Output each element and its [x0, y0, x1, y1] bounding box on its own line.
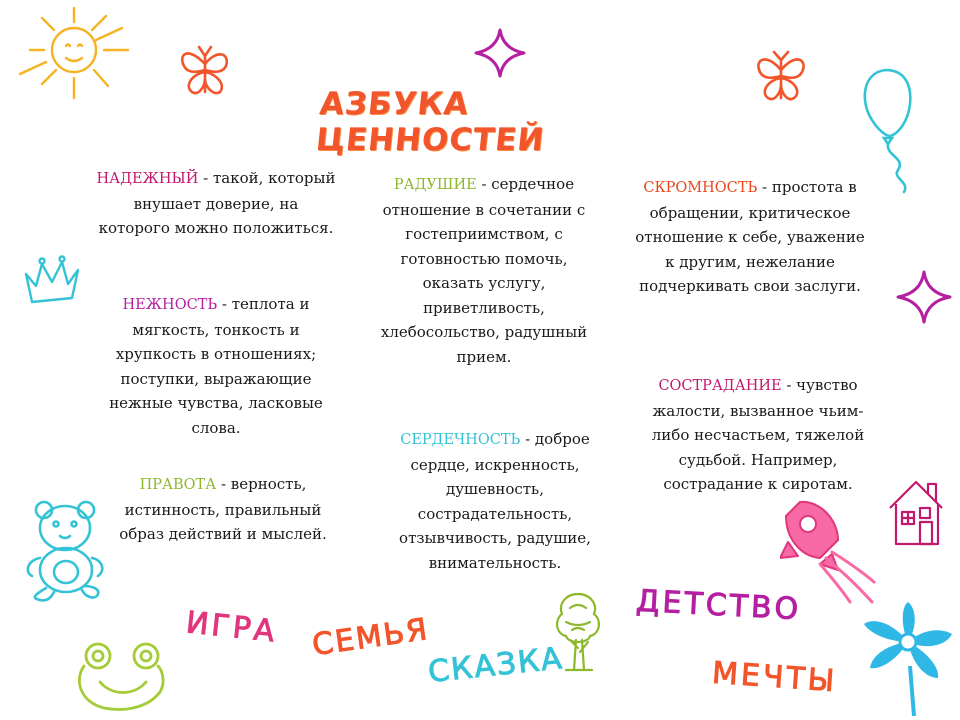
definition-radushie: - сердечное отношение в сочетании с гостеприимством, с готовностью помочь, оказать услугу, приветливость, хлебосольство, радушный прием.	[380, 175, 588, 366]
definition-nezhnost: - теплота и мягкость, тонкость и хрупкость в отношениях; поступки, выражающие нежные чувства, ласковые слова.	[109, 295, 323, 437]
entry-sostradanie	[642, 373, 874, 497]
term-nadezhny: НАДЕЖНЫЙ	[96, 171, 199, 187]
term-sostradanie: СОСТРАДАНИЕ	[658, 378, 782, 394]
entry-nadezhny	[96, 166, 336, 241]
teddy-bear-icon	[22, 498, 106, 602]
entry-skromnost	[634, 175, 866, 299]
word-semya: СЕМЬЯ	[310, 612, 432, 663]
word-detstvo: ДЕТСТВО	[635, 583, 802, 628]
butterfly-icon	[176, 44, 234, 100]
page-title: АЗБУКА ЦЕННОСТЕЙ	[314, 86, 547, 158]
word-skazka: СКАЗКА	[426, 640, 566, 691]
sun-icon	[6, 4, 134, 108]
crown-icon	[20, 254, 82, 306]
entry-nezhnost	[96, 292, 336, 440]
term-pravota: ПРАВОТА	[139, 477, 217, 493]
sparkle-icon	[896, 270, 952, 324]
entry-radushie	[368, 172, 600, 369]
rocket-icon	[780, 494, 876, 606]
definition-serdechnost: - доброе сердце, искренность, душевность, сострадательность, отзывчивость, радушие, внимательность.	[399, 430, 591, 572]
house-icon	[886, 478, 946, 548]
butterfly-icon	[752, 48, 810, 106]
word-mechty: МЕЧТЫ	[710, 655, 839, 700]
definition-sostradanie: - чувство жалости, вызванное чьим-либо несчастьем, тяжелой судьбой. Например, сострадание к сиротам.	[651, 376, 865, 493]
entry-pravota	[104, 472, 342, 547]
definition-pravota: - верность, истинность, правильный образ действий и мыслей.	[119, 475, 327, 543]
balloon-icon	[856, 64, 926, 200]
flower-icon	[860, 600, 956, 716]
sparkle-icon	[474, 28, 526, 78]
term-skromnost: СКРОМНОСТЬ	[643, 180, 758, 196]
term-radushie: РАДУШИЕ	[393, 177, 477, 193]
term-serdechnost: СЕРДЕЧНОСТЬ	[400, 432, 521, 448]
frog-icon	[74, 640, 170, 712]
definition-skromnost: - простота в обращении, критическое отношение к себе, уважение к другим, нежелание подчеркивать свои заслуги.	[635, 178, 865, 295]
term-nezhnost: НЕЖНОСТЬ	[122, 297, 218, 313]
definition-nadezhny: - такой, который внушает доверие, на которого можно положиться.	[98, 169, 336, 237]
word-igra: ИГРА	[184, 605, 279, 650]
entry-serdechnost	[384, 427, 606, 575]
